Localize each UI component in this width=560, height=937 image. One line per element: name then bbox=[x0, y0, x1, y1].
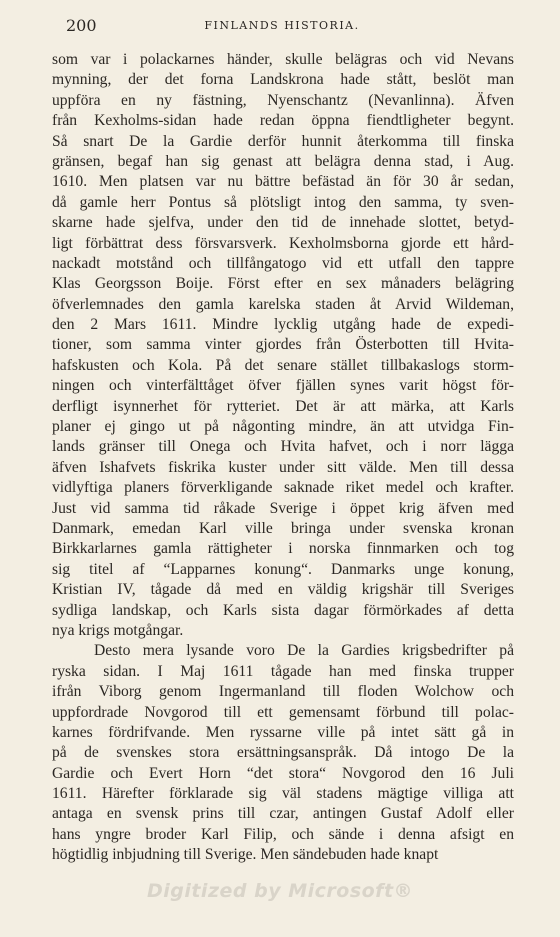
text-line: sig titel af “Lapparnes konung“. Danmarks unge konung, bbox=[52, 560, 514, 578]
running-title: FINLANDS HISTORIA. bbox=[204, 19, 360, 32]
text-line: karnes fördrifvande. Men ryssarne ville på intet sätt gå in bbox=[52, 723, 514, 741]
text-line: den 2 Mars 1611. Mindre lycklig utgång hade de expedi- bbox=[52, 316, 514, 334]
text-line: mynning, der det forna Landskrona hade stått, beslöt man bbox=[52, 71, 514, 89]
text-line: tioner, som samma vinter gjordes från Österbotten till Hvita- bbox=[52, 336, 514, 354]
text-line: Birkkarlarnes gamla rättigheter i norska finnmarken och tog bbox=[52, 540, 514, 558]
text-line: hafskusten och Kola. På det senare stället tillbakaslogs storm- bbox=[52, 356, 514, 374]
text-line: öfverlemnades den gamla karelska staden åt Arvid Wildeman, bbox=[52, 295, 514, 313]
body-text bbox=[52, 50, 514, 866]
text-line: högtidlig inbjudning till Sverige. Men sändebuden hade knapt bbox=[52, 846, 439, 864]
text-line: ningen och vinterfälttåget öfver fjällen synes varit högst för- bbox=[52, 377, 514, 395]
text-line: från Kexholms-sidan hade redan öppna fiendtligheter begynt. bbox=[52, 112, 514, 130]
text-line: Så snart De la Gardie derför hunnit återkomma till finska bbox=[52, 132, 514, 150]
paragraph bbox=[52, 50, 514, 641]
text-line: äfven Ishafvets fiskrika kuster under sitt välde. Men till dessa bbox=[52, 458, 514, 476]
text-line: lands gränser till Onega och Hvita hafvet, och i norr lägga bbox=[52, 438, 514, 456]
text-line: då gamle herr Pontus så plötsligt intog den samma, ty sven- bbox=[52, 193, 514, 211]
text-line: Kristian IV, tågade då med en väldig krigshär till Sveriges bbox=[52, 581, 514, 599]
text-line: planer ej gingo ut på någonting mindre, än att utvidga Fin- bbox=[52, 418, 514, 436]
text-line: som var i polackarnes händer, skulle belägras och vid Nevans bbox=[52, 51, 514, 68]
text-line: nackadt motstånd och tillfångatogo vid ett utfall den tappre bbox=[52, 254, 514, 272]
paragraph bbox=[52, 641, 514, 865]
text-line: sydliga landskap, och Karls sista dagar förmörkades af detta bbox=[52, 601, 514, 619]
text-line: hans yngre broder Karl Filip, och sände i denna afsigt en bbox=[52, 825, 514, 843]
text-line: ligt förbättrat dess försvarsverk. Kexholmsborna gjorde ett hård- bbox=[52, 234, 514, 252]
page-number: 200 bbox=[66, 16, 97, 35]
text-line: på de svenskes stora ersättningsanspråk. Då intogo De la bbox=[52, 744, 514, 762]
text-line: Just vid samma tid råkade Sverige i öppet krig äfven med bbox=[52, 499, 514, 517]
text-line: Desto mera lysande voro De la Gardies krigsbedrifter på bbox=[94, 642, 514, 660]
text-line: ryska sidan. I Maj 1611 tågade han med finska trupper bbox=[52, 662, 514, 680]
text-line: nya krigs motgångar. bbox=[52, 621, 184, 639]
page-header bbox=[52, 14, 512, 36]
digitization-watermark: Digitized by Microsoft® bbox=[146, 880, 414, 902]
text-line: uppfordrade Novgorod till ett gemensamt förbund till polac- bbox=[52, 703, 514, 721]
text-line: vidlyftiga planers förverkligande saknade riket medel och krafter. bbox=[52, 479, 514, 497]
text-line: Klas Georgsson Boije. Först efter en sex månaders belägring bbox=[52, 275, 514, 293]
text-line: antaga en svensk prins till czar, antingen Gustaf Adolf eller bbox=[52, 805, 514, 823]
text-line: derfligt isynnerhet för rytteriet. Det är att märka, att Karls bbox=[52, 397, 514, 415]
text-line: 1610. Men platsen var nu bättre befästad än för 30 år sedan, bbox=[52, 173, 514, 191]
text-line: Gardie och Evert Horn “det stora“ Novgorod den 16 Juli bbox=[52, 764, 514, 782]
text-line: 1611. Härefter förklarade sig väl stadens mägtige villiga att bbox=[52, 785, 514, 803]
text-line: ifrån Viborg genom Ingermanland till floden Wolchow och bbox=[52, 683, 514, 701]
text-line: uppföra en ny fästning, Nyenschantz (Nevanlinna). Äfven bbox=[52, 91, 514, 109]
text-line: skarne hade sjelfva, under den tid de innehade slottet, betyd- bbox=[52, 214, 514, 232]
text-line: Danmark, emedan Karl ville bringa under svenska kronan bbox=[52, 519, 514, 537]
text-line: gränsen, begaf han sig genast att belägra denna stad, i Aug. bbox=[52, 152, 514, 170]
